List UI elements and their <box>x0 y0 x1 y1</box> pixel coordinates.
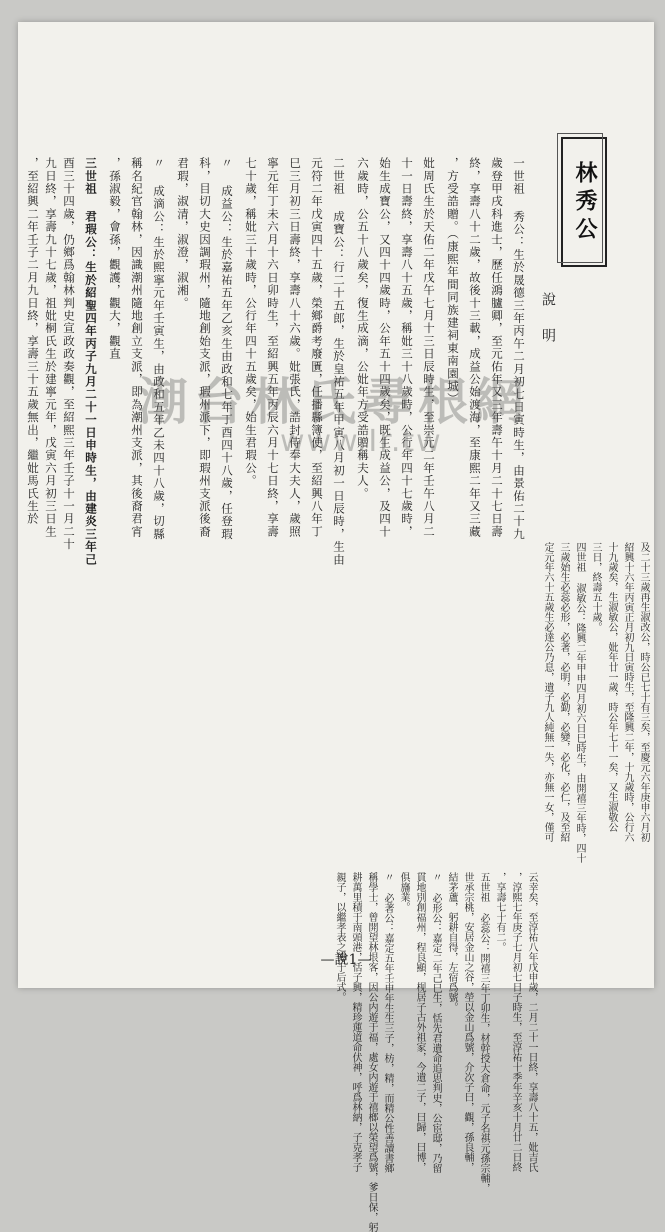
text-column: 十九歲矣，生淑敏公，妣年廿一歲，時公年七十一矣，又生淑敬公 <box>606 542 617 832</box>
text-column: 酉三十四歲，仍鄉爲翰林判史宣政政奏觀，至紹熙三年壬子十一月二十 <box>62 157 76 551</box>
text-column: 耕萬里積于南頭港，恬子興，精珍蓮道命伏神，呼爲林納，子克孝子 <box>350 872 361 1172</box>
text-column: 四世祖 淑敏公：隆興二年甲申四月初六日巳時生，由開禧三年時，四十 <box>574 542 585 863</box>
text-column: 及二十三歲再生淑改公，時公已七十有三矣，至慶元六年庚申六月初 <box>638 542 649 842</box>
text-column: 三日，終壽五十歲。 <box>590 542 601 632</box>
text-column: 〃 必形公：嘉定二年己巳生，恬先君遺命追思判史，公宦邸，乃留 <box>430 872 441 1173</box>
text-column: 六歲時，公五十八歲矣，復生成滴，公妣年方受誥贈稱夫人。 <box>356 157 370 500</box>
text-column: 稱學士，曾開望林垠客，因公内遊于福，處女内遊于禧榔以榮望爲號，爹日保，躬 <box>366 872 377 1232</box>
text-column: ，享壽七十有二。 <box>494 872 505 952</box>
text-column: 十一日壽終，享壽八十五歲，稱妣三十八歲時，公行年四十七歲時， <box>400 157 414 538</box>
text-column: ，孫淑毅，會孫，觀護，觀大，觀直 <box>108 157 122 361</box>
text-column: ，至紹興二年壬子二月九日終，享壽三十五歲無出，繼妣馬氏生於 <box>26 157 40 526</box>
text-column: 結茅蘆，躬耕自得，左宿爲號。 <box>446 872 457 1012</box>
text-column: 〃 成滴公：生於熙寧元年壬寅生，由政和五年乙未四十八歲，切縣 <box>152 157 166 541</box>
text-column: 五世祖 必蕊公：開禧三年丁卯生，材幹授大倉命，元子名祺元孫宗輔， <box>478 872 489 1193</box>
text-column: 稱名紀官翰林，因識潮州隨地創立支派，即為潮州支派，其後裔君宵 <box>130 157 144 538</box>
text-column: 妣周氏生於天佑二年戊午七月十三日辰時生，至崇元二年壬午八月二 <box>422 157 436 538</box>
text-column: 巳三月初三日壽終，享壽八十六歲。妣張氏，誥封侍奉大夫人，歲照 <box>288 157 302 538</box>
text-column: 三世祖 君瑕公：生於紹聖四年丙子九月二十一日申時生，由建炎三年己 <box>84 157 98 566</box>
text-column: 始生成寶公，又四十四歲時，公年五十四歲矣，既生成益公，及四十 <box>378 157 392 538</box>
text-column: 歲登甲戌科進士，歷任鴻臚卿，至元佑年又三年壽午十月二十七日壽 <box>490 157 504 538</box>
text-column: 二世祖 成寶公：行二十五郎，生於皇祐五年甲寅八月初一日辰時，生由 <box>332 157 346 566</box>
text-column: 云幸矣，至淳祐八年戊申歲，二月二十一日終，享壽八十五，妣吉氏 <box>526 872 537 1172</box>
text-column: 俱旛業。 <box>398 872 409 912</box>
text-column: 一世祖 秀公：生於晟德三年丙午二月初七日寅時生，由景佑二十九 <box>512 157 526 541</box>
text-column: 紹興十六年丙寅正月初九日寅時生，至隆興二年，十九歲時，公行六 <box>622 542 633 842</box>
page-subtitle: 說明 <box>540 292 556 364</box>
text-column: 科，目切大史因調瑕州，隨地創始支派，瑕州派下，即瑕州支派後裔 <box>198 157 212 538</box>
text-column: 定元年六十五歲生必達公乃息，遺子九人純無一失，亦無一女，僅可 <box>542 542 553 842</box>
watermark-text: 潮台林氏尋根網 <box>138 373 530 431</box>
page-number: —說1— <box>320 952 372 968</box>
text-column: 〃 成益公：生於嘉祐五年乙亥生由政和七年丁酉四十八歲，任登瑕 <box>220 157 234 541</box>
text-column: ，方受誥贈。（康熙年間同族建祠東南園城） <box>446 157 460 406</box>
page-title: 林秀公 <box>572 161 598 245</box>
text-column: 〃 必著公：嘉定五年壬申年生生三子，枋，精，而精公性善讀書鄉 <box>382 872 393 1173</box>
text-column: 九日終，享壽九十七歲，祖妣桐氏生於建寧元年，戊寅六月初三日生 <box>44 157 58 538</box>
text-column: 世承宗桃，安居金山之谷，塋以金山爲號，介次子曰，觀，孫良輔， <box>462 872 473 1172</box>
title-frame <box>561 137 607 267</box>
text-column: ，淳熙七年庚子七月初七日子時生，至淳祐十季年辛亥十月廿二日終 <box>510 872 521 1172</box>
text-column: 貫地別創福州，程良顯，枧居子古外祖家，今遺二子，曰歸，曰博， <box>414 872 425 1172</box>
document-page <box>18 22 654 1232</box>
text-column: 終，享壽八十二歲，故後十三載，成益公始渡海，至康熙二年又三藏 <box>468 157 482 538</box>
text-column: 三歲始生必蕊必形，必著，必明，必勤，必變，必化，必仁，及至紹 <box>558 542 569 842</box>
text-column: 親子，以繼孝表之傳于后式。 <box>334 872 345 1002</box>
text-column: 元符二年戊寅四十五歲，榮鄉爵考廢匱，任播縣簿使，至紹興八年丁 <box>310 157 324 538</box>
text-column: 七十歲，稱妣三十歲時，公行年四十五歲矣，始生君瑕公。 <box>244 157 258 488</box>
text-column: 君瑕，淑清，淑澄，淑湘。 <box>176 157 190 310</box>
text-column: 寧元年丁未六月十六日卯時生，至紹興五年丙辰六月十七日終，享壽 <box>266 157 280 538</box>
watermark-url: www.Ir.tw <box>280 424 443 459</box>
